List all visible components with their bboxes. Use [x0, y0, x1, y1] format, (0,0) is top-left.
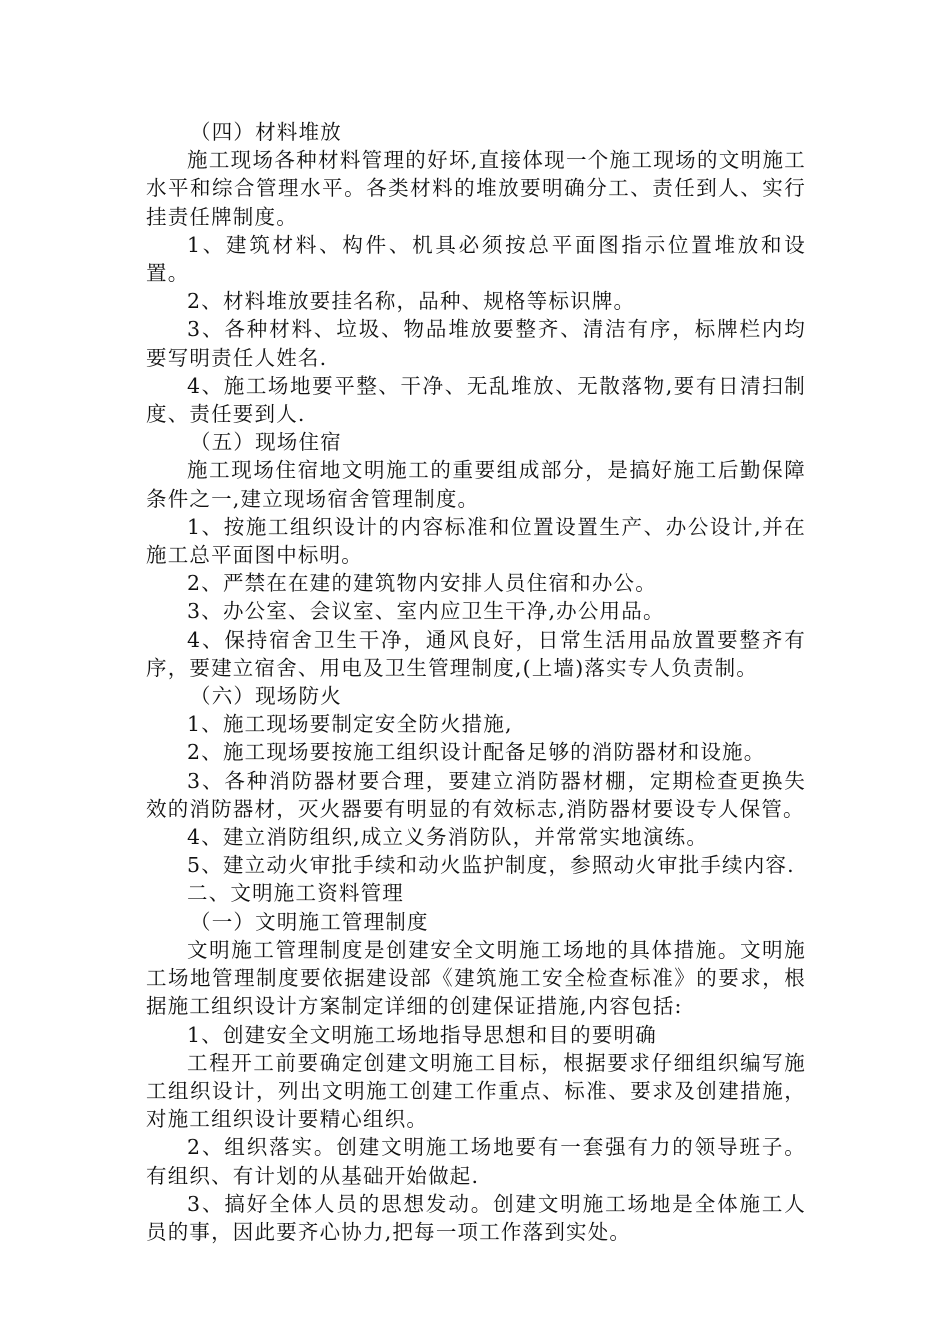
- list-item: 1、创建安全文明施工场地指导思想和目的要明确: [187, 1022, 657, 1047]
- paragraph: 工程开工前要确定创建文明施工目标，根据要求仔细组织编写施工组织设计，列出文明施工创建工作重点、标准、要求及创建措施，对施工组织设计要精心组织。: [146, 1050, 806, 1132]
- list-item: 1、按施工组织设计的内容标准和位置设置生产、办公设计,并在施工总平面图中标明。: [146, 514, 806, 568]
- section-heading-fire-prevention: （六）现场防火: [190, 684, 342, 709]
- paragraph: 文明施工管理制度是创建安全文明施工场地的具体措施。文明施工场地管理制度要依据建设部《建筑施工安全检查标准》的要求，根据施工组织设计方案制定详细的创建保证措施,内容包括:: [146, 937, 806, 1019]
- list-item: 2、材料堆放要挂名称，品种、规格等标识牌。: [187, 289, 636, 314]
- list-item: 4、建立消防组织,成立义务消防队，并常常实地演练。: [187, 825, 709, 850]
- list-item: 4、保持宿舍卫生干净，通风良好，日常生活用品放置要整齐有序，要建立宿舍、用电及卫生管理制度,(上墙)落实专人负责制。: [146, 627, 806, 680]
- paragraph: 施工现场各种材料管理的好坏,直接体现一个施工现场的文明施工水平和综合管理水平。各类材料的堆放要明确分工、责任到人、实行挂责任牌制度。: [146, 148, 806, 229]
- list-item: 3、搞好全体人员的思想发动。创建文明施工场地是全体施工人员的事，因此要齐心协力,把每一项工作落到实处。: [146, 1191, 806, 1244]
- chapter-heading-records-management: 二、文明施工资料管理: [187, 881, 404, 906]
- paragraph: 施工现场住宿地文明施工的重要组成部分，是搞好施工后勤保障条件之一,建立现场宿舍管理制度。: [146, 458, 806, 511]
- list-item: 4、施工场地要平整、干净、无乱堆放、无散落物,要有日清扫制度、责任要到人.: [146, 373, 806, 427]
- list-item: 1、施工现场要制定安全防火措施,: [187, 712, 513, 737]
- list-item: 3、办公室、会议室、室内应卫生干净,办公用品。: [187, 599, 665, 624]
- list-item: 3、各种材料、垃圾、物品堆放要整齐、清洁有序，标牌栏内均要写明责任人姓名.: [146, 317, 806, 370]
- list-item: 3、各种消防器材要合理，要建立消防器材棚，定期检查更换失效的消防器材，灭火器要有明显的有效标志,消防器材要设专人保管。: [146, 768, 806, 821]
- list-item: 2、施工现场要按施工组织设计配备足够的消防器材和设施。: [187, 740, 766, 765]
- section-heading-materials: （四）材料堆放: [190, 120, 342, 144]
- list-item: 1、建筑材料、构件、机具必须按总平面图指示位置堆放和设置。: [146, 232, 806, 286]
- list-item: 5、建立动火审批手续和动火监护制度，参照动火审批手续内容.: [187, 853, 795, 878]
- section-heading-accommodation: （五）现场住宿: [190, 430, 342, 455]
- list-item: 2、组织落实。创建文明施工场地要有一套强有力的领导班子。有组织、有计划的从基础开始做起.: [146, 1135, 806, 1188]
- list-item: 2、严禁在在建的建筑物内安排人员住宿和办公。: [187, 571, 657, 596]
- section-heading-management-rules: （一）文明施工管理制度: [190, 909, 429, 934]
- document-body: [146, 118, 806, 1246]
